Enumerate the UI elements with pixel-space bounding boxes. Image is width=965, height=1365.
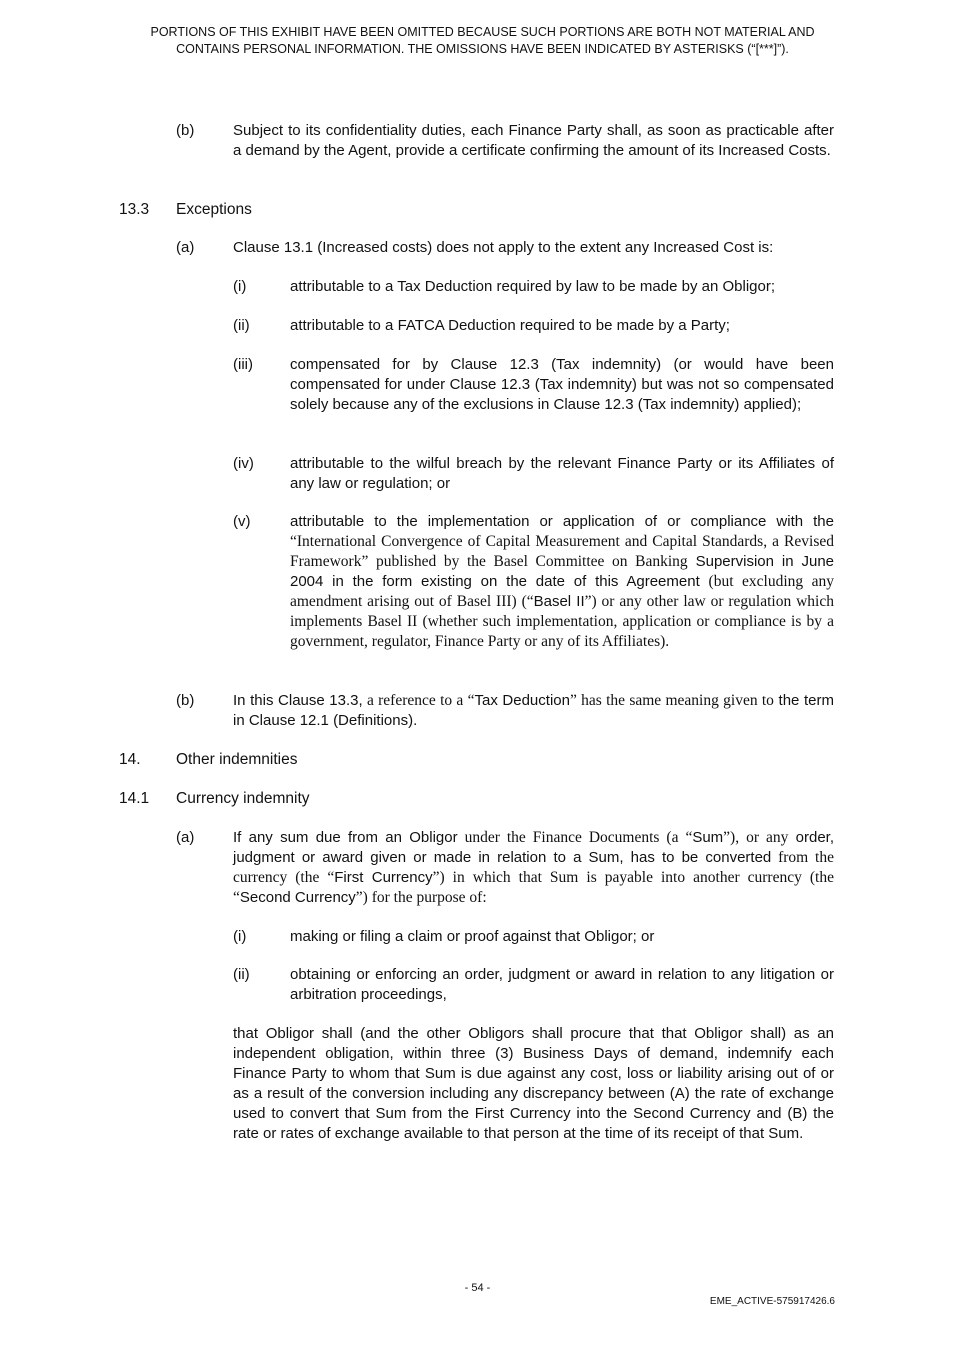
clause-13-3-a-i-label: (i) (233, 278, 247, 295)
clause-13-3-b-text (233, 691, 834, 731)
clause-13-3-a-iv-text: attributable to the wilful breach by the relevant Finance Party or its Affiliates of any law or regulation; or (290, 455, 834, 492)
clause-13-3-b-part-5: the term in Clause 12.1 (Definitions). (233, 692, 834, 729)
clause-14-1-a-i-text: making or filing a claim or proof against that Obligor; or (290, 928, 655, 945)
clause-14-1-a-closing: that Obligor shall (and the other Obligors shall procure that that Obligor shall) as an independent obligation, within three (3) Business Days of demand, indemnify each Finance Party to whom that Sum is due against any cost, loss or liability arising out of or as a result of the conversion including any discrepancy between (A) the rate of exchange used to convert that Sum from the First Currency into the Second Currency and (B) the rate or rates of exchange available to that person at the time of its receipt of that Sum. (233, 1025, 834, 1142)
omission-notice-line-1: PORTIONS OF THIS EXHIBIT HAVE BEEN OMITTED BECAUSE SUCH PORTIONS ARE BOTH NOT MATERIAL AND (150, 25, 815, 39)
clause-14-1-a-part-5: order, judgment or award given or made in relation to a Sum, has to be converted (233, 829, 834, 866)
clause-14-number: 14. (119, 751, 141, 768)
clause-13-3-b-label: (b) (176, 692, 195, 709)
clause-14-1-a-part-6: from the currency (the “ (233, 849, 834, 886)
clause-13-3-a-label: (a) (176, 239, 195, 256)
omission-notice (60, 24, 905, 58)
clause-13-3-a-iv-label: (iv) (233, 455, 254, 472)
clause-13-3-b-part-2: a reference to a “ (362, 692, 475, 709)
clause-14-1-title: Currency indemnity (176, 790, 310, 807)
clause-13-2-b-label: (b) (176, 122, 195, 139)
clause-14-1-a-ii-text: obtaining or enforcing an order, judgment or award in relation to any litigation or arbitration proceedings, (290, 966, 834, 1003)
clause-13-3-a-iii-text: compensated for by Clause 12.3 (Tax indemnity) (or would have been compensated for under Clause 12.3 (Tax indemnity) but was not so compensated solely because any of the exclusions in Clause 12.3 (Tax indemnity) applied); (290, 356, 834, 413)
clause-13-3-a-v-part-2: “International Convergence of Capital Measurement and Capital Standards, a Revised Framework” published by the Basel Committee on Banking (290, 533, 834, 570)
clause-14-1-a-text (233, 828, 834, 908)
clause-13-3-a-ii-text: attributable to a FATCA Deduction required to be made by a Party; (290, 317, 730, 334)
clause-14-1-number: 14.1 (119, 790, 150, 807)
clause-14-1-a-defined-second-currency: Second Currency (239, 889, 356, 906)
clause-14-1-a-part-10: ”) for the purpose of: (355, 889, 487, 906)
page-number: - 54 - (464, 1282, 491, 1294)
clause-14-1-a-part-2: under the Finance Documents (a “ (457, 829, 693, 846)
clause-13-3-a-v-part-6: ”) or any other law or regulation which implements Basel II (whether such implementation, application or compliance is by a government, regulator, Finance Party or any of its Affiliates). (290, 593, 834, 650)
clause-13-3-a-v-part-3: Supervision in June 2004 in the form existing on the date of this Agreement (290, 553, 835, 590)
clause-13-3-title: Exceptions (176, 201, 252, 218)
clause-13-3-a-v-text (290, 512, 834, 652)
clause-14-1-a-label: (a) (176, 829, 195, 846)
clause-13-3-a-v-part-4: (but excluding any amendment arising out of Basel III) (“ (290, 573, 835, 610)
clause-13-3-a-v-defined-term: Basel II (533, 593, 585, 610)
clause-14-1-a-defined-sum: Sum (692, 829, 724, 846)
clause-14-1-a-part-8: ”) in which that Sum is payable into another currency (the “ (233, 869, 834, 906)
clause-14-title: Other indemnities (176, 751, 298, 768)
clause-14-1-a-part-4: ”), or any (723, 829, 789, 846)
clause-13-3-a-text: Clause 13.1 (Increased costs) does not apply to the extent any Increased Cost is: (233, 239, 774, 256)
clause-13-2-b-text: Subject to its confidentiality duties, each Finance Party shall, as soon as practicable after a demand by the Agent, provide a certificate confirming the amount of its Increased Costs. (233, 122, 834, 159)
clause-13-3-a-v-part-1: attributable to the implementation or application of or compliance with the (290, 513, 834, 530)
clause-13-3-b-part-4: ” has the same meaning given to (569, 692, 774, 709)
clause-14-1-a-defined-first-currency: First Currency (334, 869, 433, 886)
document-reference: EME_ACTIVE-575917426.6 (709, 1296, 835, 1307)
clause-14-1-a-ii-label: (ii) (233, 966, 250, 983)
clause-13-3-a-v-label: (v) (233, 513, 251, 530)
clause-14-1-a-i-label: (i) (233, 928, 247, 945)
omission-notice-line-2: CONTAINS PERSONAL INFORMATION. THE OMISSIONS HAVE BEEN INDICATED BY ASTERISKS (“[***]”). (176, 42, 789, 56)
clause-13-3-number: 13.3 (119, 201, 150, 218)
clause-13-3-a-iii-label: (iii) (233, 356, 253, 373)
clause-14-1-a-part-1: If any sum due from an Obligor (233, 829, 458, 846)
clause-13-3-b-part-1: In this Clause 13.3, (233, 692, 363, 709)
clause-13-3-b-defined-term: Tax Deduction (474, 692, 570, 709)
clause-13-3-a-ii-label: (ii) (233, 317, 250, 334)
clause-13-3-a-i-text: attributable to a Tax Deduction required by law to be made by an Obligor; (290, 278, 776, 295)
